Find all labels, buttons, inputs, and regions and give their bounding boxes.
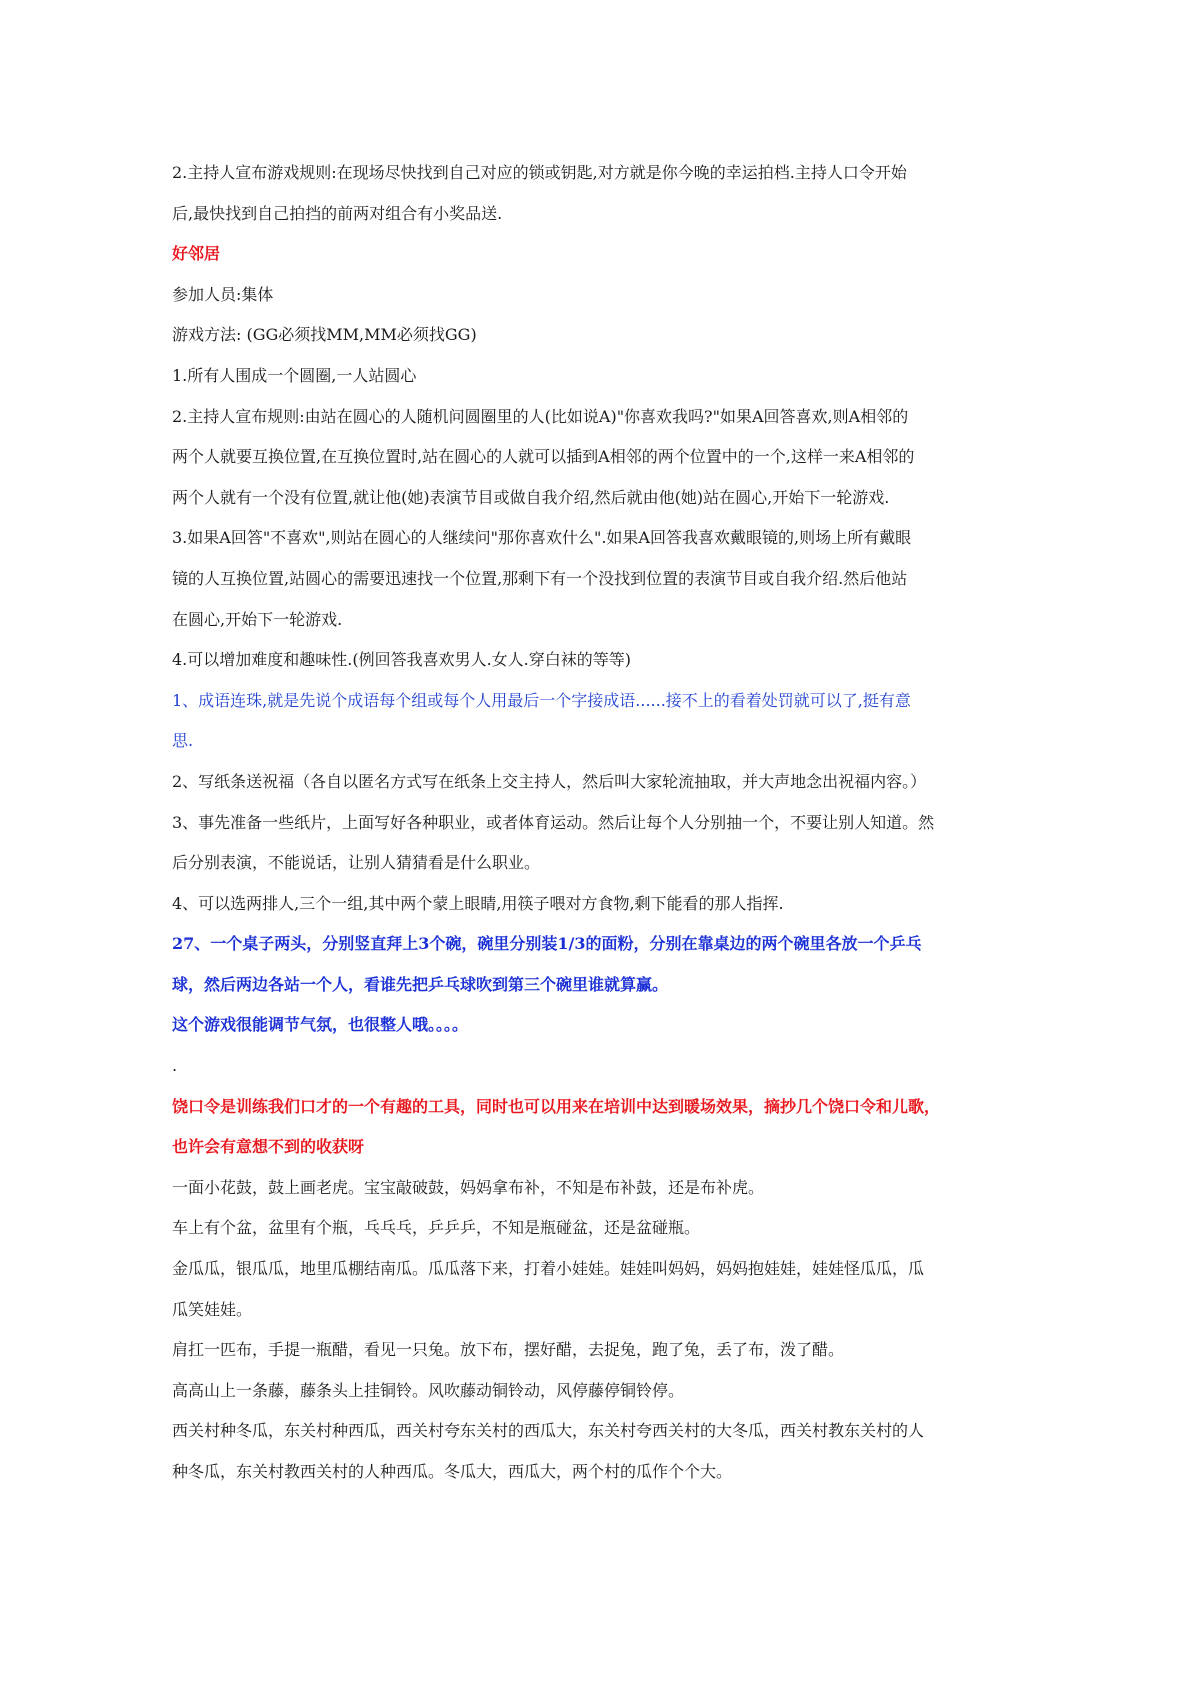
text-line-blue: 思.	[172, 731, 194, 751]
text-line: 种冬瓜，东关村教西关村的人种西瓜。冬瓜大，西瓜大，两个村的瓜作个个大。	[172, 1462, 733, 1481]
text-line-red-bold: 也许会有意想不到的收获呀	[172, 1137, 365, 1157]
text-line: 金瓜瓜，银瓜瓜，地里瓜棚结南瓜。瓜瓜落下来，打着小娃娃。娃娃叫妈妈，妈妈抱娃娃，娃娃怪瓜瓜，瓜	[172, 1259, 925, 1279]
text-line-red-bold: 饶口令是训练我们口才的一个有趣的工具，同时也可以用来在培训中达到暖场效果，摘抄几个饶口令和儿歌，	[172, 1096, 941, 1116]
text-line: 4.可以增加难度和趣味性.(例回答我喜欢男人.女人.穿白袜的等等)	[172, 650, 632, 670]
text-line: 两个人就有一个没有位置,就让他(她)表演节目或做自我介绍,然后就由他(她)站在圆心,开始下一轮游戏.	[172, 487, 890, 507]
text-line: 游戏方法: (GG必须找MM,MM必须找GG)	[172, 325, 477, 345]
text-line: .	[172, 1056, 178, 1076]
text-line-blue-bold: 27、一个桌子两头，分别竖直拜上3个碗，碗里分别装1/3的面粉，分别在靠桌边的两个碗里各放一个乒乓	[172, 934, 922, 954]
text-line: 在圆心,开始下一轮游戏.	[172, 609, 343, 629]
text-line: 2.主持人宣布规则:由站在圆心的人随机问圆圈里的人(比如说A)"你喜欢我吗?"如果A回答喜欢,则A相邻的	[172, 406, 909, 426]
text-line: 参加人员:集体	[172, 284, 274, 304]
text-line-blue-bold: 球，然后两边各站一个人，看谁先把乒乓球吹到第三个碗里谁就算赢。	[172, 974, 669, 994]
text-line: 2.主持人宣布游戏规则:在现场尽快找到自己对应的锁或钥匙,对方就是你今晚的幸运拍档.主持人口令开始	[172, 163, 907, 182]
section-heading: 好邻居	[172, 244, 221, 264]
document-page	[172, 153, 1034, 1493]
text-line: 肩扛一匹布，手提一瓶醋，看见一只兔。放下布，摆好醋，去捉兔，跑了兔，丢了布，泼了醋。	[172, 1340, 845, 1360]
text-line-blue: 1、成语连珠,就是先说个成语每个组或每个人用最后一个字接成语......接不上的看着处罚就可以了,挺有意	[172, 690, 911, 710]
text-line: 西关村种冬瓜，东关村种西瓜，西关村夸东关村的西瓜大，东关村夸西关村的大冬瓜，西关村教东关村的人	[172, 1421, 925, 1441]
text-line: 后,最快找到自己拍挡的前两对组合有小奖品送.	[172, 203, 503, 223]
text-line: 一面小花鼓，鼓上画老虎。宝宝敲破鼓，妈妈拿布补，不知是布补鼓，还是布补虎。	[172, 1177, 765, 1197]
text-line-blue-bold: 这个游戏很能调节气氛，也很整人哦。。。。	[172, 1015, 469, 1035]
text-line: 镜的人互换位置,站圆心的需要迅速找一个位置,那剩下有一个没找到位置的表演节目或自我介绍.然后他站	[172, 568, 908, 588]
text-line: 1.所有人围成一个圆圈,一人站圆心	[172, 365, 417, 385]
text-line: 两个人就要互换位置,在互换位置时,站在圆心的人就可以插到A相邻的两个位置中的一个,这样一来A相邻的	[172, 447, 915, 467]
text-line: 高高山上一条藤，藤条头上挂铜铃。风吹藤动铜铃动，风停藤停铜铃停。	[172, 1380, 685, 1400]
text-line: 3.如果A回答"不喜欢",则站在圆心的人继续问"那你喜欢什么".如果A回答我喜欢戴眼镜的,则场上所有戴眼	[172, 528, 912, 548]
text-line: 2、写纸条送祝福（各自以匿名方式写在纸条上交主持人，然后叫大家轮流抽取，并大声地念出祝福内容。）	[172, 771, 927, 791]
text-line: 后分别表演，不能说话，让别人猜猜看是什么职业。	[172, 853, 541, 873]
text-line: 车上有个盆，盆里有个瓶，乓乓乓，乒乒乒，不知是瓶碰盆，还是盆碰瓶。	[172, 1218, 701, 1238]
text-line: 瓜笑娃娃。	[172, 1299, 253, 1319]
text-line: 3、事先准备一些纸片，上面写好各种职业，或者体育运动。然后让每个人分别抽一个，不要让别人知道。然	[172, 812, 935, 832]
text-line: 4、可以选两排人,三个一组,其中两个蒙上眼睛,用筷子喂对方食物,剩下能看的那人指挥.	[172, 893, 784, 913]
